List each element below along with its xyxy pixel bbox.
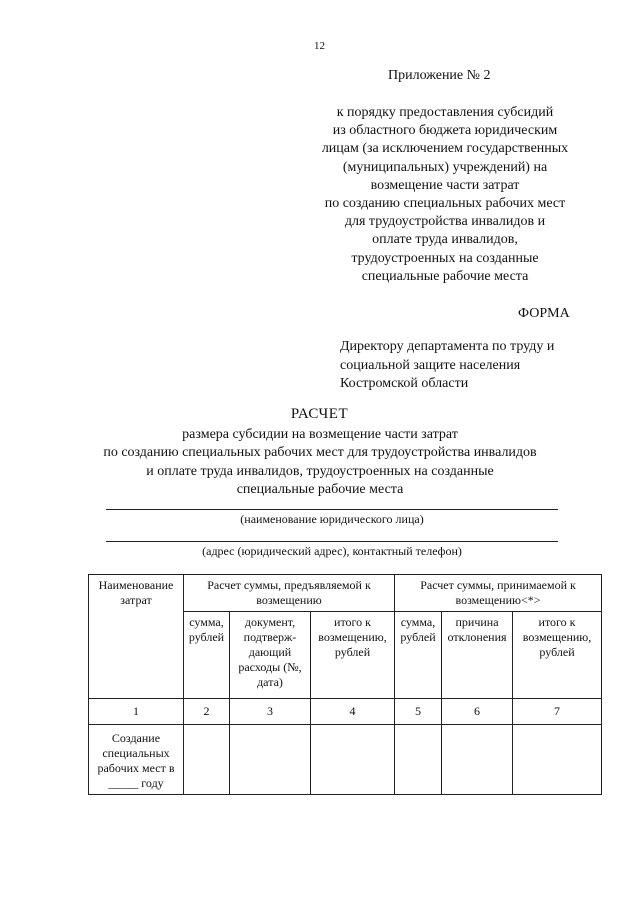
column-number: 6	[442, 699, 513, 725]
page-number: 12	[314, 40, 325, 52]
addressee-line: Костромской области	[340, 376, 469, 391]
entity-name-caption: (наименование юридического лица)	[240, 512, 424, 526]
cell-claimed-total[interactable]	[311, 725, 395, 795]
cell-accepted-reason[interactable]	[442, 725, 513, 795]
cell-claimed-sum[interactable]	[184, 725, 230, 795]
column-number-row	[89, 699, 602, 725]
header-cost-name: Наименование затрат	[89, 575, 184, 699]
table-row	[89, 725, 602, 795]
column-number: 3	[230, 699, 311, 725]
column-number: 7	[513, 699, 602, 725]
subtitle-line: и оплате труда инвалидов, трудоустроенных на созданные	[146, 463, 494, 479]
header-accepted-total: итого к возмещению, рублей	[513, 612, 602, 699]
appendix-description	[300, 104, 590, 286]
header-accepted-reason: причина отклонения	[442, 612, 513, 699]
column-number: 5	[395, 699, 442, 725]
subtitle-line: по созданию специальных рабочих мест для трудоустройства инвалидов	[103, 445, 537, 461]
form-label: ФОРМА	[518, 306, 570, 321]
appendix-line: для трудоустройства инвалидов и	[344, 214, 546, 230]
appendix-line: специальные рабочие места	[361, 268, 529, 284]
header-claimed-total: итого к возмещению, рублей	[311, 612, 395, 699]
column-number: 2	[184, 699, 230, 725]
appendix-line: оплате труда инвалидов,	[372, 232, 518, 248]
cell-accepted-total[interactable]	[513, 725, 602, 795]
subtitle-line: специальные рабочие места	[236, 481, 404, 497]
subtitle-line: размера субсидии на возмещение части затрат	[182, 427, 458, 442]
header-claimed-group: Расчет суммы, предъявляемой к возмещению	[184, 575, 395, 612]
appendix-line: по созданию специальных рабочих мест	[324, 196, 566, 212]
addressee-line: Директору департамента по труду и	[340, 339, 555, 354]
entity-name-line	[106, 509, 558, 510]
calculation-title: РАСЧЕТ	[290, 406, 349, 422]
appendix-line: (муниципальных) учреждений) на	[342, 159, 548, 175]
address-line	[106, 541, 558, 542]
calculation-subtitle	[60, 426, 580, 499]
appendix-line: трудоустроенных на созданные	[351, 250, 539, 266]
cell-claimed-document[interactable]	[230, 725, 311, 795]
table-header-row	[89, 575, 602, 612]
appendix-line: из областного бюджета юридическим	[332, 123, 558, 139]
addressee-line: социальной защите населения	[340, 357, 521, 373]
appendix-line: возмещение части затрат	[370, 177, 520, 193]
address-caption: (адрес (юридический адрес), контактный телефон)	[202, 544, 462, 558]
appendix-line: к порядку предоставления субсидий	[336, 105, 554, 120]
header-accepted-group: Расчет суммы, принимаемой к возмещению<*>	[395, 575, 602, 612]
header-accepted-sum: сумма, рублей	[395, 612, 442, 699]
row-cost-name: Создание специальных рабочих мест в _____ году	[89, 725, 184, 795]
addressee-block	[340, 338, 554, 394]
column-number: 1	[89, 699, 184, 725]
header-claimed-sum: сумма, рублей	[184, 612, 230, 699]
calculation-table	[88, 574, 602, 795]
appendix-title: Приложение № 2	[388, 68, 491, 83]
header-claimed-document: документ, подтверж-дающий расходы (№, дата)	[230, 612, 311, 699]
appendix-line: лицам (за исключением государственных	[321, 141, 569, 157]
cell-accepted-sum[interactable]	[395, 725, 442, 795]
column-number: 4	[311, 699, 395, 725]
